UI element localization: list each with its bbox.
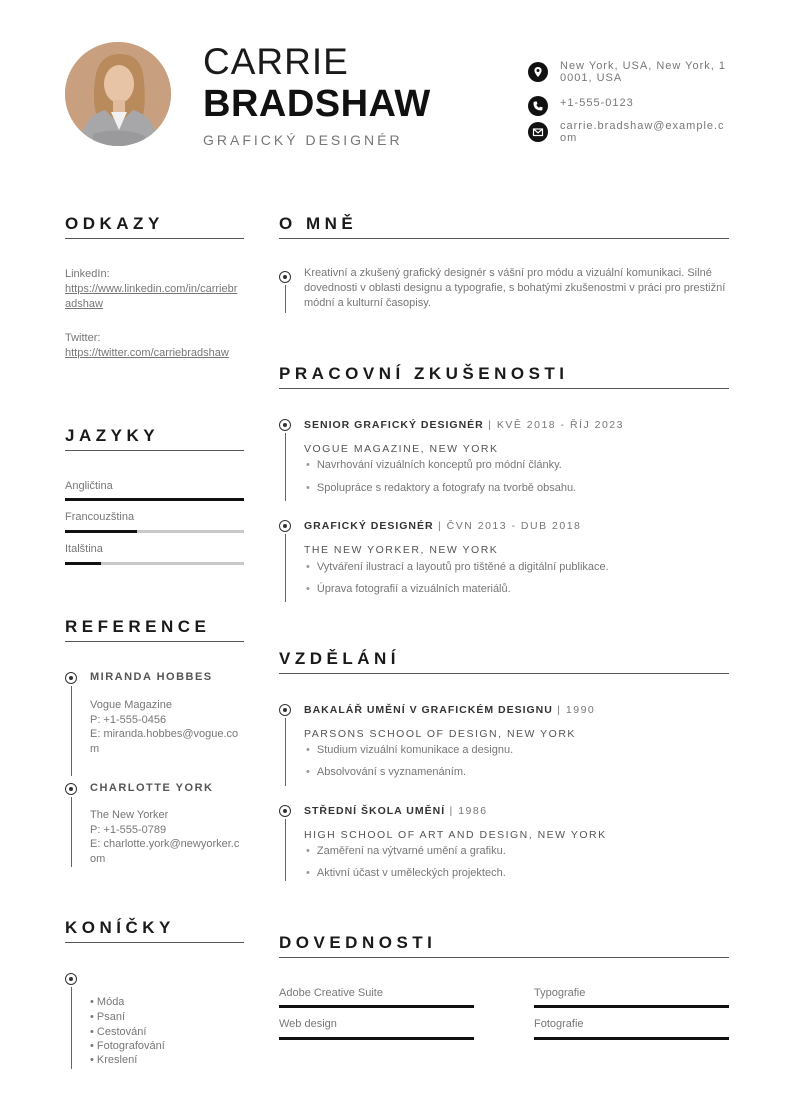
job-heading [304,520,581,532]
job-period: | ČVN 2013 - DUB 2018 [438,520,582,532]
timeline-line [285,433,286,501]
languages-heading: JAZYKY [65,426,160,445]
profile-photo [65,42,171,146]
timeline-line [71,686,72,776]
section-divider [65,942,244,943]
phone-icon [528,96,548,116]
section-divider [65,450,244,451]
reference-email: E: charlotte.york@newyorker.com [90,838,240,865]
timeline-marker-icon [279,704,291,716]
reference-phone: P: +1-555-0456 [90,714,167,726]
timeline-line [285,718,286,786]
first-name: CARRIE [203,41,349,82]
portrait-illustration [65,42,171,146]
timeline-marker-icon [65,973,77,985]
hobby-item: • Fotografování [90,1040,165,1052]
twitter-link[interactable]: https://twitter.com/carriebradshaw [65,347,229,359]
school-name: PARSONS SCHOOL OF DESIGN, NEW YORK [304,728,576,740]
timeline-line [285,534,286,602]
language-level-bar [65,530,244,533]
reference-email: E: miranda.hobbes@vogue.com [90,728,239,755]
skills-heading: DOVEDNOSTI [279,933,437,952]
section-divider [65,641,244,642]
about-text: Kreativní a zkušený grafický designér s vášní pro módu a vizuální komunikaci. Silné dovednosti v oblasti designu a typografie, s bohatými zkušenostmi v práci pro prestižní módní a kulturní časopisy. [304,267,726,309]
language-name: Angličtina [65,480,113,492]
language-level-fill [65,562,101,565]
timeline-marker-icon [279,419,291,431]
experience-heading: PRACOVNÍ ZKUŠENOSTI [279,364,569,383]
contact-phone [528,94,728,116]
language-name: Italština [65,543,103,555]
job-bullet-text: Úprava fotografií a vizuálních materiálů. [316,583,511,595]
skill-level-bar [279,1037,474,1040]
job-bullet [306,583,511,595]
job-company: VOGUE MAGAZINE, NEW YORK [304,443,499,455]
hobby-item: • Cestování [90,1026,147,1038]
education-bullet [306,744,513,756]
address-text: New York, USA, New York, 10001, USA [560,60,727,84]
job-company: THE NEW YORKER, NEW YORK [304,544,499,556]
skill-name: Typografie [534,987,586,999]
links-heading: ODKAZY [65,214,164,233]
reference-phone: P: +1-555-0789 [90,824,167,836]
twitter-label: Twitter: [65,332,101,344]
skill-name: Adobe Creative Suite [279,987,383,999]
job-bullet [306,561,609,573]
last-name: BRADSHAW [203,83,431,125]
skill-level-bar [534,1037,729,1040]
education-heading-line [304,704,595,716]
timeline-marker-icon [65,783,77,795]
reference-name: MIRANDA HOBBES [90,671,213,683]
linkedin-link[interactable]: https://www.linkedin.com/in/carriebradshaw [65,283,238,310]
timeline-line [285,819,286,881]
references-heading: REFERENCE [65,617,211,636]
job-title-text: SENIOR GRAFICKÝ DESIGNÉR [304,419,484,431]
timeline-line [285,285,286,313]
language-level-bar [65,562,244,565]
education-heading-line [304,805,488,817]
job-bullet-text: Spolupráce s redaktory a fotografy na tvorbě obsahu. [316,482,577,494]
education-bullet-text: Absolvování s vyznamenáním. [316,766,467,778]
timeline-line [71,797,72,867]
contact-email [528,120,728,144]
language-level-bar [65,498,244,501]
map-pin-icon [528,62,548,82]
education-bullet [306,845,506,857]
section-divider [279,673,729,674]
education-bullet-text: Studium vizuální komunikace a designu. [316,744,514,756]
contact-address [528,60,728,84]
section-divider [279,388,729,389]
skill-name: Fotografie [534,1018,584,1030]
job-bullet-text: Vytváření ilustrací a layoutů pro tištěné a digitální publikace. [316,561,609,573]
education-period: | 1986 [449,805,488,817]
timeline-marker-icon [279,805,291,817]
section-divider [279,238,729,239]
section-divider [279,957,729,958]
hobby-item: • Kreslení [90,1054,138,1066]
timeline-marker-icon [65,672,77,684]
timeline-marker-icon [279,271,291,283]
envelope-icon [528,122,548,142]
linkedin-label: LinkedIn: [65,268,110,280]
education-bullet-text: Zaměření na výtvarné umění a grafiku. [316,845,506,857]
language-name: Francouzština [65,511,135,523]
education-period: | 1990 [557,704,596,716]
skill-name: Web design [279,1018,337,1030]
job-title: GRAFICKÝ DESIGNÉR [203,132,403,148]
education-bullet [306,867,506,879]
reference-name: CHARLOTTE YORK [90,782,214,794]
email-text: carrie.bradshaw@example.com [560,120,725,144]
reference-company: The New Yorker [90,809,169,821]
education-heading: VZDĚLÁNÍ [279,649,400,668]
language-level-fill [65,498,244,501]
degree-title: BAKALÁŘ UMĚNÍ V GRAFICKÉM DESIGNU [304,704,553,716]
section-divider [65,238,244,239]
degree-title: STŘEDNÍ ŠKOLA UMĚNÍ [304,805,446,817]
hobbies-heading: KONÍČKY [65,918,175,937]
hobby-item: • Móda [90,996,125,1008]
job-period: | KVĚ 2018 - ŘÍJ 2023 [488,419,624,431]
job-bullet [306,459,562,471]
education-bullet [306,766,466,778]
phone-text: +1-555-0123 [560,97,634,109]
school-name: HIGH SCHOOL OF ART AND DESIGN, NEW YORK [304,829,607,841]
job-title-text: GRAFICKÝ DESIGNÉR [304,520,434,532]
reference-company: Vogue Magazine [90,699,172,711]
job-heading [304,419,624,431]
education-bullet-text: Aktivní účast v uměleckých projektech. [316,867,506,879]
about-heading: O MNĚ [279,214,358,233]
skill-level-bar [279,1005,474,1008]
language-level-fill [65,530,137,533]
timeline-marker-icon [279,520,291,532]
timeline-line [71,987,72,1069]
job-bullet-text: Navrhování vizuálních konceptů pro módní články. [316,459,562,471]
job-bullet [306,482,576,494]
skill-level-bar [534,1005,729,1008]
hobby-item: • Psaní [90,1011,126,1023]
